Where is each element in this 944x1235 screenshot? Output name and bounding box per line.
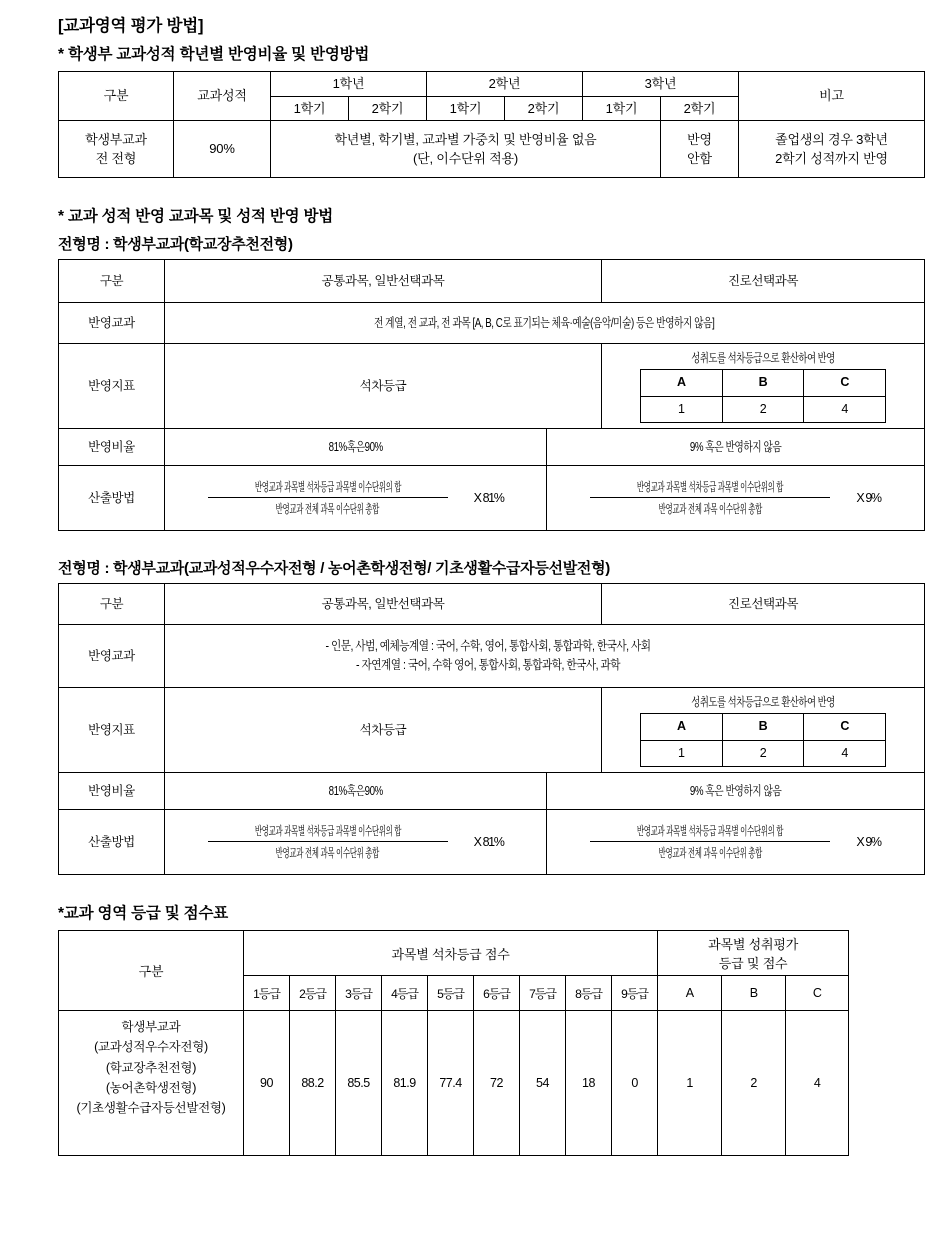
header-rank-score: 과목별 석차등급 점수 [244,931,658,976]
header-rank-8: 8등급 [566,976,612,1011]
fraction-common [208,822,448,862]
label-ratio: 반영비율 [59,773,165,810]
fraction-denominator: 반영교과 전체 과목 이수단위 총합 [275,502,380,516]
cell-not-reflected: 반영 안함 [661,121,739,178]
fraction-denominator: 반영교과 전체 과목 이수단위 총합 [658,846,763,860]
value-ratio-career: 9% 혹은 반영하지 않음 [547,773,925,810]
header-rank-9: 9등급 [612,976,658,1011]
table-row [641,714,886,741]
table-row [59,584,925,625]
header-grade-3: 3학년 [583,72,739,97]
cell-bigo-note: 졸업생의 경우 3학년 2학기 성적까지 반영 [739,121,925,178]
table-other-admissions-ratio [58,772,925,875]
formula-career [547,810,925,875]
table-other-admissions [58,583,925,773]
score-rank-6: 72 [474,1011,520,1156]
header-g3-sem1: 1학기 [583,96,661,121]
grade-conversion-table [640,713,886,767]
header-achievement-score: 과목별 성취평가 등급 및 점수 [658,931,849,976]
section-1-title: * 학생부 교과성적 학년별 반영비율 및 반영방법 [58,46,370,63]
table-2-caption: 전형명 : 학생부교과(학교장추천전형) [58,236,293,253]
grade-value-a: 1 [641,740,723,767]
grade-header-c: C [804,370,886,397]
header-g1-sem1: 1학기 [271,96,349,121]
multiplier-career: X 9% [856,834,881,849]
header-g2-sem2: 2학기 [505,96,583,121]
table-row [59,773,925,810]
score-rank-4: 81.9 [382,1011,428,1156]
score-rank-3: 85.5 [336,1011,382,1156]
table-row [641,370,886,397]
score-rank-9: 0 [612,1011,658,1156]
score-rank-1: 90 [244,1011,290,1156]
value-ratio-common: 81%혹은90% [165,429,547,466]
formula-career [547,466,925,531]
header-achievement-a: A [658,976,722,1011]
table-row [59,429,925,466]
header-common-subjects: 공통과목, 일반선택과목 [165,260,602,303]
table-row [641,396,886,423]
value-reflected-subjects: - 인문, 사범, 예체능계열 : 국어, 수학, 영어, 통합사회, 통합과학, 한국사, 사회 - 자연계열 : 국어, 수학 영어, 통합사회, 통합과학, 한국사, 과학 [165,625,925,688]
header-g1-sem2: 2학기 [349,96,427,121]
value-indicator: 석차등급 [165,688,602,773]
table-row [59,466,925,531]
header-rank-2: 2등급 [290,976,336,1011]
header-bigo: 비고 [739,72,925,121]
header-career-subjects: 진로선택과목 [602,260,925,303]
header-rank-6: 6등급 [474,976,520,1011]
label-calc-method: 산출방법 [59,810,165,875]
header-gubun: 구분 [59,931,244,1011]
table-row [59,931,849,976]
table-grade-score-chart [58,930,849,1156]
header-gubun: 구분 [59,72,174,121]
value-indicator: 석차등급 [165,344,602,429]
cell-admission-type-list: 학생부교과 (교과성적우수자전형) (학교장추천전형) (농어촌학생전형) (기초생활수급자등선발전형) [59,1011,244,1156]
value-reflected-subjects: 전 계열, 전 교과, 전 과목 [A, B, C로 표기되는 체육·예술(음악/미술) 등은 반영하지 않음] [165,303,925,344]
table-row [59,625,925,688]
conversion-note: 성취도를 석차등급으로 환산하여 반영 [691,351,835,365]
header-rank-4: 4등급 [382,976,428,1011]
label-reflected-subjects: 반영교과 [59,303,165,344]
score-achievement-b: 2 [722,1011,786,1156]
grade-header-c: C [804,714,886,741]
label-indicator: 반영지표 [59,688,165,773]
conversion-note: 성취도를 석차등급으로 환산하여 반영 [691,695,835,709]
header-achievement-b: B [722,976,786,1011]
table-row [59,303,925,344]
multiplier-common: X 81% [473,834,504,849]
fraction-career [590,478,830,518]
cell-admission-type: 학생부교과 전 전형 [59,121,174,178]
score-rank-7: 54 [520,1011,566,1156]
grade-value-b: 2 [722,740,804,767]
fraction-career [590,822,830,862]
score-rank-8: 18 [566,1011,612,1156]
grade-conversion-table [640,369,886,423]
formula-common [165,466,547,531]
table-school-recommendation [58,259,925,429]
header-gubun: 구분 [59,584,165,625]
formula-common [165,810,547,875]
fraction-denominator: 반영교과 전체 과목 이수단위 총합 [658,502,763,516]
header-gyogwa-score: 교과성적 [174,72,271,121]
multiplier-common: X 81% [473,490,504,505]
table-row [59,810,925,875]
table-row [59,72,925,97]
grade-header-b: B [722,370,804,397]
header-career-subjects: 진로선택과목 [602,584,925,625]
page-title: [교과영역 평가 방법] [58,17,204,35]
table-row [59,1011,849,1156]
score-achievement-c: 4 [786,1011,849,1156]
table-3-caption: 전형명 : 학생부교과(교과성적우수자전형 / 농어촌학생전형/ 기초생활수급자등선발전형) [58,560,611,577]
grade-header-b: B [722,714,804,741]
value-ratio-career: 9% 혹은 반영하지 않음 [547,429,925,466]
cell-weighting-note: 학년별, 학기별, 교과별 가중치 및 반영비율 없음 (단, 이수단위 적용) [271,121,661,178]
document-content [58,12,924,1156]
table-row [59,121,925,178]
table-school-recommendation-ratio [58,428,925,531]
table-grade-reflection-ratio [58,71,925,178]
header-grade-1: 1학년 [271,72,427,97]
grade-value-a: 1 [641,396,723,423]
header-rank-7: 7등급 [520,976,566,1011]
fraction-common [208,478,448,518]
grade-conversion-block [602,688,925,773]
table-row [59,688,925,773]
label-reflected-subjects: 반영교과 [59,625,165,688]
grade-header-a: A [641,714,723,741]
fraction-numerator: 반영교과 과목별 석차등급 과목별 이수단위의 합 [590,478,830,498]
header-rank-1: 1등급 [244,976,290,1011]
table-row [59,344,925,429]
fraction-denominator: 반영교과 전체 과목 이수단위 총합 [275,846,380,860]
grade-header-a: A [641,370,723,397]
cell-ratio-90: 90% [174,121,271,178]
header-common-subjects: 공통과목, 일반선택과목 [165,584,602,625]
label-ratio: 반영비율 [59,429,165,466]
score-rank-5: 77.4 [428,1011,474,1156]
fraction-numerator: 반영교과 과목별 석차등급 과목별 이수단위의 합 [208,822,448,842]
multiplier-career: X 9% [856,490,881,505]
grade-value-c: 4 [804,740,886,767]
table-row [641,740,886,767]
header-rank-3: 3등급 [336,976,382,1011]
grade-conversion-block [602,344,925,429]
fraction-numerator: 반영교과 과목별 석차등급 과목별 이수단위의 합 [208,478,448,498]
header-g2-sem1: 1학기 [427,96,505,121]
fraction-numerator: 반영교과 과목별 석차등급 과목별 이수단위의 합 [590,822,830,842]
score-achievement-a: 1 [658,1011,722,1156]
header-gubun: 구분 [59,260,165,303]
label-calc-method: 산출방법 [59,466,165,531]
value-ratio-common: 81%혹은90% [165,773,547,810]
score-rank-2: 88.2 [290,1011,336,1156]
header-g3-sem2: 2학기 [661,96,739,121]
header-achievement-c: C [786,976,849,1011]
header-rank-5: 5등급 [428,976,474,1011]
grade-value-b: 2 [722,396,804,423]
section-3-title: *교과 영역 등급 및 점수표 [58,905,228,922]
grade-value-c: 4 [804,396,886,423]
label-indicator: 반영지표 [59,344,165,429]
table-row [59,260,925,303]
section-2-title: * 교과 성적 반영 교과목 및 성적 반영 방법 [58,208,334,225]
header-grade-2: 2학년 [427,72,583,97]
